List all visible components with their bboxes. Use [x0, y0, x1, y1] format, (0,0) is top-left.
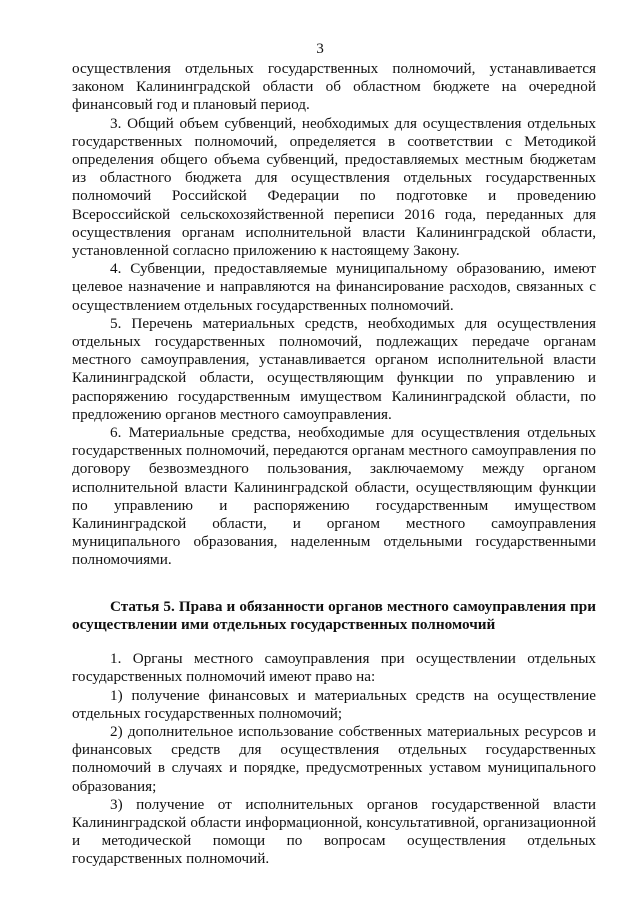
paragraph-5: 5. Перечень материальных средств, необходимых для осуществления отдельных государственных полномочий, подлежащих передаче органам местного самоуправления, устанавливается органом исполнительной власти Калининградской области, осуществляющим функции по управлению и распоряжению государственным имуществом Калининградской области, по предложению органов местного самоуправления. [72, 314, 596, 423]
document-body [72, 60, 596, 869]
page-number: 3 [316, 40, 324, 57]
article-5-subitem-1: 1) получение финансовых и материальных средств на осуществление отдельных государственных полномочий; [72, 686, 596, 722]
paragraph-4: 4. Субвенции, предоставляемые муниципальному образованию, имеют целевое назначение и направляются на финансирование расходов, связанных с осуществлением отдельных государственных полномочий. [72, 260, 596, 314]
paragraph-6: 6. Материальные средства, необходимые для осуществления отдельных государственных полномочий, передаются органам местного самоуправления по договору безвозмездного пользования, заключаемому между органом исполнительной власти Калининградской области, осуществляющим функции по управлению и распоряжению государственным имуществом Калининградской области, и органом местного самоуправления муниципального образования, наделенным отдельными государственными полномочиями. [72, 424, 596, 569]
article-5-item-1: 1. Органы местного самоуправления при осуществлении отдельных государственных полномочий имеют право на: [72, 650, 596, 686]
paragraph-3: 3. Общий объем субвенций, необходимых для осуществления отдельных государственных полномочий, определяется в соответствии с Методикой определения общего объема субвенций, предоставляемых местным бюджетам из областного бюджета для осуществления отдельных государственных полномочий Российской Федерации по подготовке и проведению Всероссийской сельскохозяйственной переписи 2016 года, переданных для осуществления органам исполнительной власти Калининградской области, установленной согласно приложению к настоящему Закону. [72, 114, 596, 260]
article-5-heading: Статья 5. Права и обязанности органов местного самоуправления при осуществлении ими отдельных государственных полномочий [72, 597, 596, 633]
article-5-subitem-2: 2) дополнительное использование собственных материальных ресурсов и финансовых средств для осуществления отдельных государственных полномочий в случаях и порядке, предусмотренных уставом муниципального образования; [72, 722, 596, 795]
paragraph-continuation: осуществления отдельных государственных полномочий, устанавливается законом Калининградской области об областном бюджете на очередной финансовый год и плановый период. [72, 60, 596, 114]
article-5-subitem-3: 3) получение от исполнительных органов государственной власти Калининградской области информационной, консультативной, организационной и методической помощи по вопросам осуществления отдельных государственных полномочий. [72, 795, 596, 868]
